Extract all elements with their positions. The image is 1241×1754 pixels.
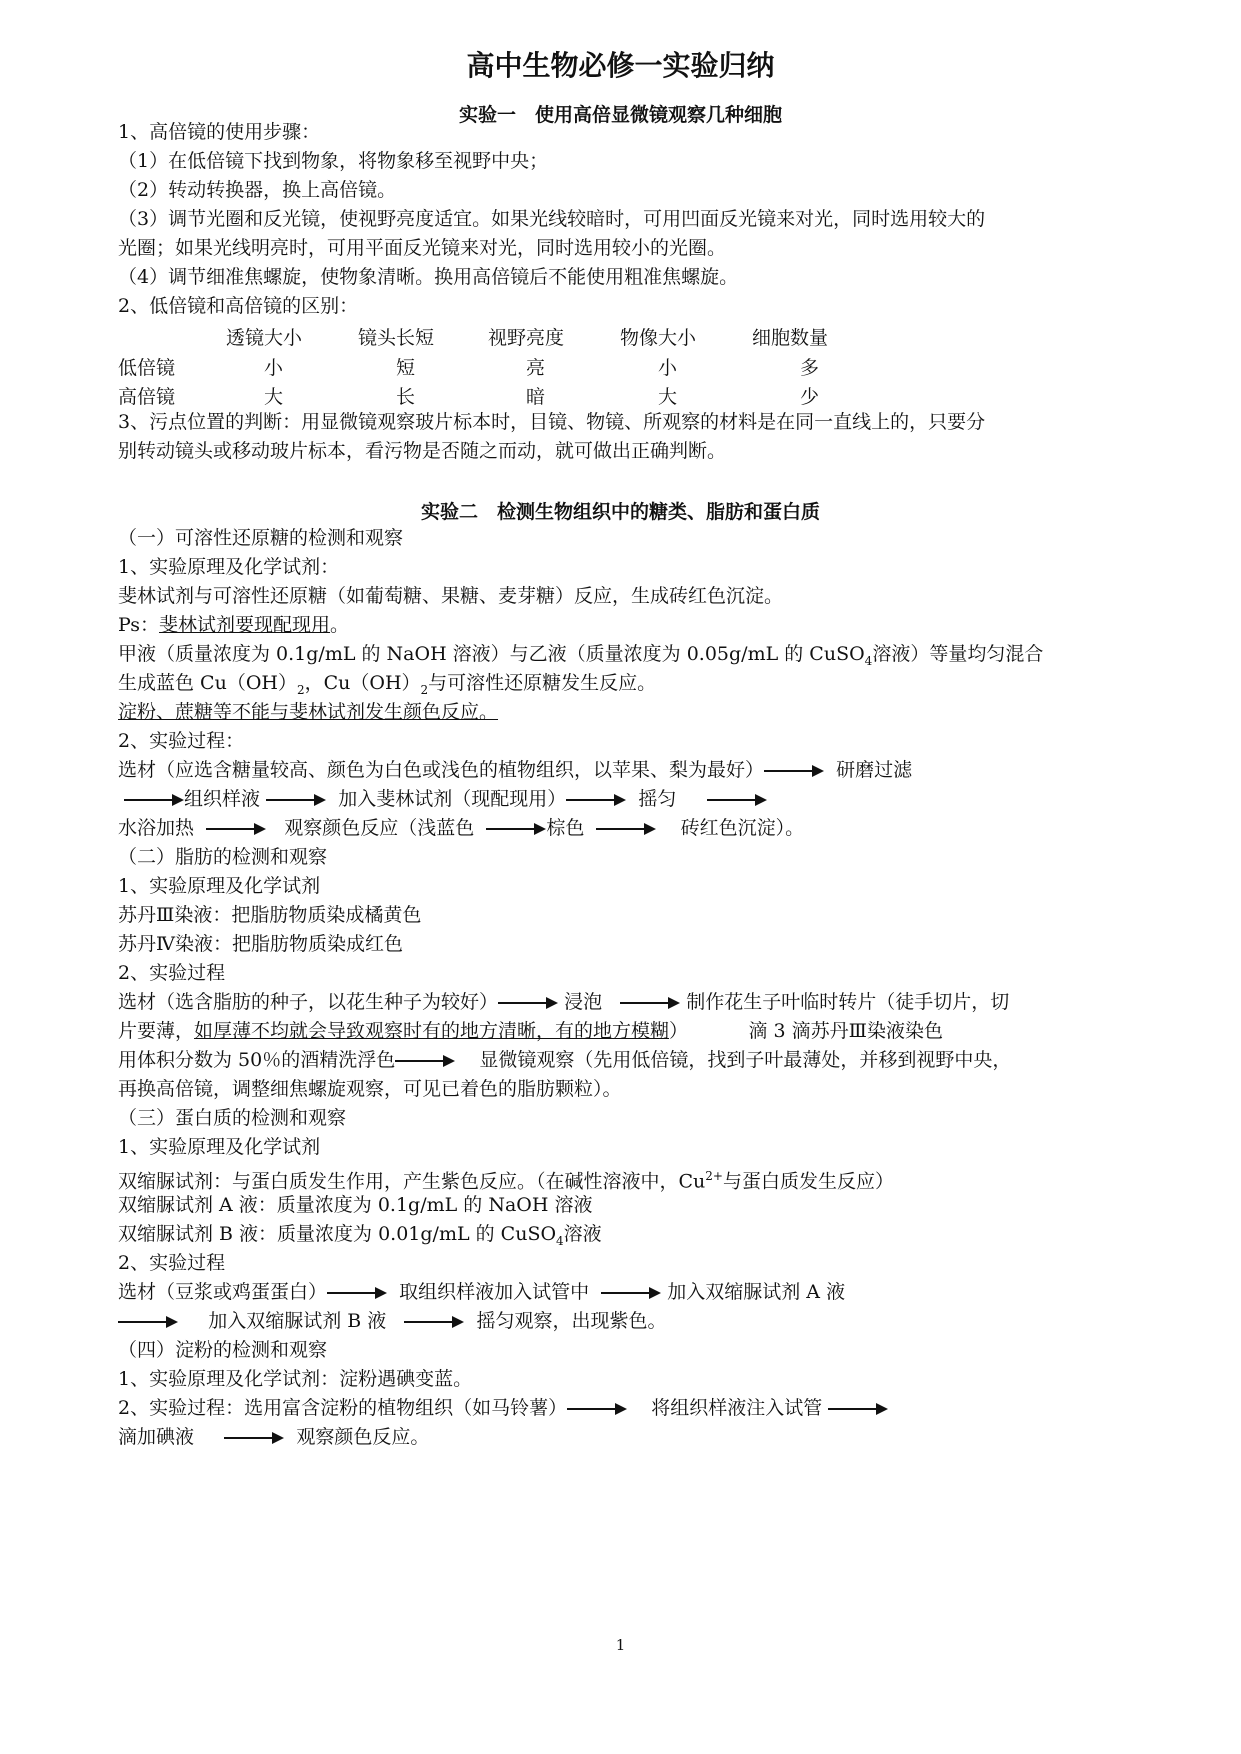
process-flow bbox=[118, 1019, 943, 1043]
text-line: （1）在低倍镜下找到物象，将物象移至视野中央； bbox=[118, 150, 549, 172]
text-line: （4）调节细准焦螺旋，使物象清晰。换用高倍镜后不能使用粗准焦螺旋。 bbox=[118, 266, 739, 288]
process-flow bbox=[118, 816, 804, 841]
text-line: 别转动镜头或移动玻片标本，看污物是否随之而动，就可做出正确判断。 bbox=[118, 440, 727, 462]
section-heading: （一）可溶性还原糖的检测和观察 bbox=[118, 527, 404, 549]
arrow-icon bbox=[498, 991, 558, 1015]
process-flow bbox=[118, 1309, 666, 1334]
process-flow bbox=[118, 1425, 429, 1450]
flow-step: 加入斐林试剂（现配现用） bbox=[338, 788, 567, 810]
flow-step: 组织样液 bbox=[184, 788, 261, 810]
flow-step: 制作花生子叶临时转片（徒手切片，切 bbox=[686, 991, 1010, 1013]
table-header: 细胞数量 bbox=[752, 327, 829, 349]
text-line: 2、低倍镜和高倍镜的区别： bbox=[118, 295, 359, 317]
arrow-icon bbox=[566, 788, 626, 812]
flow-step: 选材（选含脂肪的种子，以花生种子为较好） bbox=[118, 991, 499, 1013]
table-header: 透镜大小 bbox=[226, 327, 303, 349]
experiment-1-heading: 实验一 使用高倍显微镜观察几种细胞 bbox=[458, 104, 782, 126]
table-header: 镜头长短 bbox=[358, 327, 435, 349]
arrow-icon bbox=[707, 788, 767, 812]
arrow-icon bbox=[601, 1281, 661, 1305]
ps-end: 。 bbox=[330, 614, 350, 636]
text-line: 斐林试剂与可溶性还原糖（如葡萄糖、果糖、麦芽糖）反应，生成砖红色沉淀。 bbox=[118, 585, 784, 607]
text-line: 2、实验过程： bbox=[118, 730, 245, 752]
text-line: 3、污点位置的判断：用显微镜观察玻片标本时，目镜、物镜、所观察的材料是在同一直线上的，只要分 bbox=[118, 411, 986, 433]
text-line bbox=[118, 613, 349, 637]
text-line: 再换高倍镜，调整细焦螺旋观察，可见已着色的脂肪颗粒）。 bbox=[118, 1078, 622, 1100]
table-cell: 多 bbox=[800, 357, 820, 379]
text-fragment: 与可溶性还原糖发生反应。 bbox=[428, 672, 657, 694]
flow-step: 选材（豆浆或鸡蛋蛋白） bbox=[118, 1281, 328, 1303]
ps-note: 斐林试剂要现配现用 bbox=[159, 614, 331, 636]
text-line bbox=[118, 1222, 602, 1253]
text-line: （2）转动转换器，换上高倍镜。 bbox=[118, 179, 397, 201]
process-flow bbox=[118, 787, 767, 812]
flow-step: 砖红色沉淀）。 bbox=[680, 817, 805, 839]
flow-step: 片要薄， bbox=[118, 1020, 195, 1042]
text-line bbox=[118, 671, 656, 702]
table-header: 视野亮度 bbox=[488, 327, 565, 349]
table-cell: 短 bbox=[396, 357, 416, 379]
flow-step: 水浴加热 bbox=[118, 817, 195, 839]
flow-step: 将组织样液注入试管 bbox=[651, 1397, 823, 1419]
text-line: 1、实验原理及化学试剂： bbox=[118, 556, 340, 578]
text-line: 1、实验原理及化学试剂 bbox=[118, 1136, 321, 1158]
subscript: 2 bbox=[420, 682, 429, 697]
subscript: 2 bbox=[296, 682, 305, 697]
flow-step: 浸泡 bbox=[564, 991, 603, 1013]
arrow-icon bbox=[224, 1426, 284, 1450]
arrow-icon bbox=[567, 1397, 627, 1421]
arrow-icon bbox=[327, 1281, 387, 1305]
arrow-icon bbox=[596, 817, 656, 841]
arrow-icon bbox=[404, 1310, 464, 1334]
flow-step: 显微镜观察（先用低倍镜，找到子叶最薄处，并移到视野中央， bbox=[479, 1049, 1012, 1071]
ps-label: Ps： bbox=[118, 614, 160, 636]
subscript: 4 bbox=[556, 1233, 564, 1248]
flow-step: 研磨过滤 bbox=[836, 759, 913, 781]
subscript: 4 bbox=[864, 653, 873, 668]
text-line: 淀粉、蔗糖等不能与斐林试剂发生颜色反应。 bbox=[118, 701, 499, 723]
process-flow bbox=[118, 1048, 1011, 1073]
table-cell: 小 bbox=[264, 357, 284, 379]
section-heading: （二）脂肪的检测和观察 bbox=[118, 846, 328, 868]
flow-step: 摇匀观察，出现紫色。 bbox=[476, 1310, 667, 1332]
arrow-icon bbox=[620, 991, 680, 1015]
table-cell: 大 bbox=[658, 386, 678, 408]
text-line: 苏丹Ⅳ染液：把脂肪物质染成红色 bbox=[118, 933, 403, 955]
arrow-icon bbox=[828, 1397, 888, 1421]
arrow-icon bbox=[206, 817, 266, 841]
superscript: 2+ bbox=[705, 1169, 723, 1183]
process-flow bbox=[118, 990, 1009, 1015]
flow-step: 加入双缩脲试剂 A 液 bbox=[667, 1281, 846, 1303]
table-row-label: 高倍镜 bbox=[118, 386, 176, 408]
arrow-icon bbox=[266, 788, 326, 812]
arrow-icon bbox=[486, 817, 546, 841]
text-fragment: ，Cu（OH） bbox=[304, 672, 421, 694]
process-flow bbox=[118, 1280, 845, 1305]
text-fragment: 双缩脲试剂：与蛋白质发生作用，产生紫色反应。（在碱性溶液中，Cu bbox=[118, 1170, 706, 1193]
flow-step: 用体积分数为 50％的酒精洗浮色 bbox=[118, 1049, 396, 1071]
flow-step: 摇匀 bbox=[638, 788, 677, 810]
table-cell: 小 bbox=[658, 357, 678, 379]
flow-step: 棕色 bbox=[546, 817, 585, 839]
text-line bbox=[118, 642, 1043, 673]
table-cell: 大 bbox=[264, 386, 284, 408]
experiment-2-heading: 实验二 检测生物组织中的糖类、脂肪和蛋白质 bbox=[420, 501, 820, 523]
text-fragment: 溶液 bbox=[563, 1223, 602, 1245]
flow-step: 滴加碘液 bbox=[118, 1426, 195, 1448]
table-cell: 少 bbox=[800, 386, 820, 408]
text-line: 双缩脲试剂 A 液：质量浓度为 0.1g/mL 的 NaOH 溶液 bbox=[118, 1194, 593, 1216]
text-line: 2、实验过程 bbox=[118, 1252, 226, 1274]
text-line: 2、实验过程 bbox=[118, 962, 226, 984]
section-heading: （三）蛋白质的检测和观察 bbox=[118, 1107, 347, 1129]
text-fragment: 甲液（质量浓度为 0.1g/mL 的 NaOH 溶液）与乙液（质量浓度为 0.05g/mL 的 CuSO bbox=[118, 643, 865, 665]
text-line bbox=[118, 1164, 894, 1193]
text-line: 1、实验原理及化学试剂：淀粉遇碘变蓝。 bbox=[118, 1368, 473, 1390]
flow-step: 如厚薄不均就会导致观察时有的地方清晰，有的地方模糊 bbox=[194, 1020, 670, 1042]
page-number: 1 bbox=[615, 1636, 626, 1654]
flow-step: 2、实验过程：选用富含淀粉的植物组织（如马铃薯） bbox=[118, 1397, 568, 1419]
text-line: 光圈；如果光线明亮时，可用平面反光镜来对光，同时选用较小的光圈。 bbox=[118, 237, 727, 259]
table-cell: 长 bbox=[396, 386, 416, 408]
text-line: 1、高倍镜的使用步骤： bbox=[118, 121, 321, 143]
table-header: 物像大小 bbox=[620, 327, 697, 349]
text-line: 苏丹Ⅲ染液：把脂肪物质染成橘黄色 bbox=[118, 904, 422, 926]
flow-step: 选材（应选含糖量较高、颜色为白色或浅色的植物组织，以苹果、梨为最好） bbox=[118, 759, 765, 781]
table-cell: 暗 bbox=[526, 386, 546, 408]
text-line: （3）调节光圈和反光镜，使视野亮度适宜。如果光线较暗时，可用凹面反光镜来对光，同时选用较大的 bbox=[118, 208, 986, 230]
arrow-icon bbox=[124, 788, 184, 812]
table-cell: 亮 bbox=[526, 357, 546, 379]
table-row-label: 低倍镜 bbox=[118, 357, 176, 379]
flow-step: ） bbox=[669, 1020, 689, 1042]
page-title: 高中生物必修一实验归纳 bbox=[466, 49, 775, 82]
arrow-icon bbox=[764, 759, 824, 783]
text-line: 1、实验原理及化学试剂 bbox=[118, 875, 321, 897]
text-fragment: 溶液）等量均匀混合 bbox=[872, 643, 1044, 665]
text-fragment: 生成蓝色 Cu（OH） bbox=[118, 672, 297, 694]
flow-step: 取组织样液加入试管中 bbox=[399, 1281, 590, 1303]
text-fragment: 双缩脲试剂 B 液：质量浓度为 0.01g/mL 的 CuSO bbox=[118, 1223, 557, 1245]
flow-step: 加入双缩脲试剂 B 液 bbox=[208, 1310, 387, 1332]
arrow-icon bbox=[395, 1049, 455, 1073]
flow-step: 滴 3 滴苏丹Ⅲ染液染色 bbox=[748, 1020, 943, 1042]
arrow-icon bbox=[118, 1310, 178, 1334]
process-flow bbox=[118, 1396, 888, 1421]
process-flow bbox=[118, 758, 912, 783]
flow-step: 观察颜色反应（浅蓝色 bbox=[284, 817, 475, 839]
text-fragment: 与蛋白质发生反应） bbox=[722, 1170, 894, 1193]
section-heading: （四）淀粉的检测和观察 bbox=[118, 1339, 328, 1361]
flow-step: 观察颜色反应。 bbox=[296, 1426, 430, 1448]
